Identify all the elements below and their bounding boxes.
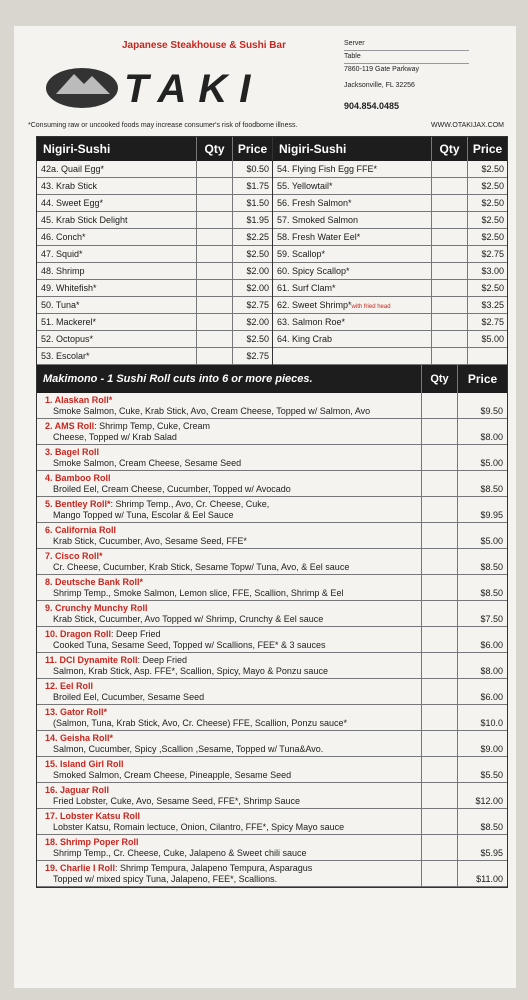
makimono-header [37, 365, 507, 393]
menu-table [36, 136, 508, 888]
roll-row [37, 809, 507, 835]
nigiri-row [273, 212, 507, 229]
qty-cell[interactable] [196, 178, 232, 194]
item-price: $2.50 [232, 331, 272, 347]
item-name [37, 229, 196, 245]
item-price: $3.00 [467, 263, 507, 279]
nigiri-title: Nigiri-Sushi [279, 142, 347, 156]
makimono-list [37, 393, 507, 887]
qty-cell[interactable] [196, 195, 232, 211]
qty-cell[interactable] [421, 497, 457, 522]
qty-cell[interactable] [196, 229, 232, 245]
qty-cell[interactable] [196, 280, 232, 296]
menu-header [14, 26, 516, 129]
makimono-title: Makimono - 1 Sushi Roll cuts into 6 or more pieces. [43, 373, 313, 385]
roll-price: $8.50 [457, 549, 507, 574]
item-price: $2.50 [467, 161, 507, 177]
roll-title-line [45, 759, 417, 770]
qty-cell[interactable] [431, 314, 467, 330]
roll-cell [37, 393, 421, 418]
table-label: Table [344, 51, 469, 64]
restaurant-info [344, 38, 469, 112]
roll-description: Smoked Salmon, Cream Cheese, Pineapple, Sesame Seed [53, 770, 292, 780]
item-label: 45. Krab Stick Delight [41, 215, 128, 225]
roll-title-line [45, 577, 417, 588]
item-name [273, 178, 431, 194]
roll-description: Krab Stick, Cucumber, Avo, Sesame Seed, FFE* [53, 536, 247, 546]
roll-desc-inline: : Shrimp Temp, Cuke, Cream [94, 421, 211, 431]
nigiri-row [37, 229, 272, 246]
item-price: $2.25 [232, 229, 272, 245]
roll-desc-inline: : Deep Fried [111, 629, 161, 639]
item-name [37, 280, 196, 296]
item-price: $2.50 [232, 246, 272, 262]
roll-cell [37, 861, 421, 886]
qty-cell[interactable] [421, 679, 457, 704]
food-warning: *Consuming raw or uncooked foods may increase consumer's risk of foodborne illness. [28, 122, 298, 129]
item-label: 55. Yellowtail* [277, 181, 333, 191]
qty-cell[interactable] [431, 263, 467, 279]
item-price: $2.00 [232, 314, 272, 330]
roll-row [37, 575, 507, 601]
qty-cell[interactable] [421, 809, 457, 834]
item-label: 53. Escolar* [41, 351, 90, 361]
roll-cell [37, 419, 421, 444]
nigiri-row [273, 263, 507, 280]
roll-price: $12.00 [457, 783, 507, 808]
qty-cell[interactable] [431, 331, 467, 347]
restaurant-tagline: Japanese Steakhouse & Sushi Bar [122, 40, 286, 51]
item-name [273, 314, 431, 330]
item-label: 49. Whitefish* [41, 283, 97, 293]
qty-cell[interactable] [421, 393, 457, 418]
item-price: $2.00 [232, 263, 272, 279]
item-price: $1.95 [232, 212, 272, 228]
roll-title-line [45, 811, 417, 822]
roll-cell [37, 757, 421, 782]
roll-cell [37, 783, 421, 808]
nigiri-row [273, 348, 507, 365]
qty-header: Qty [196, 137, 232, 161]
nigiri-row [273, 195, 507, 212]
roll-title-line [45, 785, 417, 796]
menu-sheet [14, 26, 516, 988]
qty-cell[interactable] [421, 419, 457, 444]
roll-cell [37, 627, 421, 652]
roll-row [37, 523, 507, 549]
item-price: $2.75 [467, 246, 507, 262]
item-price: $2.75 [467, 314, 507, 330]
roll-price: $8.00 [457, 653, 507, 678]
roll-cell [37, 705, 421, 730]
roll-row [37, 653, 507, 679]
item-price: $1.75 [232, 178, 272, 194]
item-name [273, 161, 431, 177]
roll-price: $8.50 [457, 809, 507, 834]
item-name [37, 297, 196, 313]
item-name [273, 331, 431, 347]
roll-price: $7.50 [457, 601, 507, 626]
item-price: $2.75 [232, 297, 272, 313]
roll-title-line [45, 863, 417, 874]
roll-price: $8.50 [457, 471, 507, 496]
item-label: 62. Sweet Shrimp* [277, 300, 352, 310]
roll-description: Cr. Cheese, Cucumber, Krab Stick, Sesame Topw/ Tuna, Avo, & Eel sauce [53, 562, 350, 572]
item-name [37, 348, 196, 364]
roll-title-line [45, 525, 417, 536]
roll-description: Mango Topped w/ Tuna, Escolar & Eel Sauce [53, 510, 234, 520]
roll-price: $6.00 [457, 679, 507, 704]
logo-mountain-icon [44, 64, 122, 110]
roll-name: 7. Cisco Roll* [45, 551, 103, 561]
roll-title-line [45, 629, 417, 640]
roll-description: Krab Stick, Cucumber, Avo Topped w/ Shrimp, Crunchy & Eel sauce [53, 614, 324, 624]
roll-cell [37, 549, 421, 574]
roll-name: 3. Bagel Roll [45, 447, 100, 457]
roll-row [37, 497, 507, 523]
nigiri-row [37, 161, 272, 178]
roll-name: 15. Island Girl Roll [45, 759, 124, 769]
nigiri-row [37, 263, 272, 280]
roll-price: $5.00 [457, 445, 507, 470]
roll-desc-inline: : Deep Fried [137, 655, 188, 665]
item-name [273, 297, 431, 313]
roll-description: (Salmon, Tuna, Krab Stick, Avo, Cr. Cheese) FFE, Scallion, Ponzu sauce* [53, 718, 347, 728]
nigiri-row [37, 331, 272, 348]
item-label: 43. Krab Stick [41, 181, 98, 191]
roll-name: 1. Alaskan Roll* [45, 395, 113, 405]
qty-cell[interactable] [431, 246, 467, 262]
roll-price: $9.00 [457, 731, 507, 756]
item-name [37, 212, 196, 228]
roll-row [37, 861, 507, 887]
roll-title-line [45, 499, 417, 510]
nigiri-row [273, 331, 507, 348]
qty-cell[interactable] [431, 178, 467, 194]
item-label: 44. Sweet Egg* [41, 198, 104, 208]
disclaimer [28, 122, 504, 129]
item-price: $2.50 [467, 280, 507, 296]
qty-cell[interactable] [421, 861, 457, 886]
nigiri-row [37, 246, 272, 263]
qty-cell[interactable] [421, 549, 457, 574]
roll-name: 14. Geisha Roll* [45, 733, 114, 743]
item-name [273, 348, 431, 364]
item-name [37, 246, 196, 262]
roll-price: $10.0 [457, 705, 507, 730]
nigiri-row [37, 195, 272, 212]
item-name [37, 263, 196, 279]
qty-cell[interactable] [196, 314, 232, 330]
qty-cell[interactable] [421, 575, 457, 600]
roll-description: Broiled Eel, Cucumber, Sesame Seed [53, 692, 205, 702]
roll-desc-inline: : Shrimp Tempura, Jalapeno Tempura, Asparagus [115, 863, 313, 873]
roll-name: 4. Bamboo Roll [45, 473, 111, 483]
item-name [37, 161, 196, 177]
roll-row [37, 445, 507, 471]
roll-row [37, 835, 507, 861]
nigiri-row [273, 161, 507, 178]
roll-description: Cooked Tuna, Sesame Seed, Topped w/ Scallions, FEE* & 3 sauces [53, 640, 326, 650]
roll-description: Fried Lobster, Cuke, Avo, Sesame Seed, FFE*, Shrimp Sauce [53, 796, 300, 806]
roll-title-line [45, 837, 417, 848]
roll-cell [37, 471, 421, 496]
qty-header: Qty [421, 365, 457, 393]
qty-cell[interactable] [431, 195, 467, 211]
item-label: 63. Salmon Roe* [277, 317, 346, 327]
roll-cell [37, 523, 421, 548]
qty-cell[interactable] [421, 705, 457, 730]
nigiri-header [37, 137, 272, 161]
roll-title-line [45, 447, 417, 458]
nigiri-header [273, 137, 507, 161]
roll-desc-inline: : Shrimp Temp., Avo, Cr. Cheese, Cuke, [110, 499, 270, 509]
roll-cell [37, 809, 421, 834]
qty-cell[interactable] [421, 835, 457, 860]
qty-cell[interactable] [196, 331, 232, 347]
qty-cell[interactable] [196, 161, 232, 177]
roll-description: Lobster Katsu, Romain lectuce, Onion, Cilantro, FFE*, Spicy Mayo sauce [53, 822, 345, 832]
qty-cell[interactable] [431, 212, 467, 228]
roll-price: $5.00 [457, 523, 507, 548]
website: WWW.OTAKIJAX.COM [431, 122, 504, 129]
roll-name: 6. California Roll [45, 525, 117, 535]
nigiri-title: Nigiri-Sushi [43, 142, 111, 156]
item-price: $2.00 [232, 280, 272, 296]
nigiri-right-column [272, 137, 507, 365]
qty-cell[interactable] [421, 601, 457, 626]
item-price: $2.50 [467, 195, 507, 211]
qty-cell[interactable] [431, 161, 467, 177]
qty-cell[interactable] [431, 348, 467, 364]
server-label: Server [344, 38, 469, 51]
roll-title-line [45, 603, 417, 614]
item-label: 42a. Quail Egg* [41, 164, 105, 174]
roll-name: 12. Eel Roll [45, 681, 94, 691]
item-label: 46. Conch* [41, 232, 86, 242]
item-price: $5.00 [467, 331, 507, 347]
roll-name: 9. Crunchy Munchy Roll [45, 603, 148, 613]
roll-row [37, 679, 507, 705]
item-name [273, 195, 431, 211]
item-name [273, 280, 431, 296]
roll-cell [37, 653, 421, 678]
roll-description: Shrimp Temp., Cr. Cheese, Cuke, Jalapeno & Sweet chili sauce [53, 848, 307, 858]
item-label: 64. King Crab [277, 334, 333, 344]
roll-title-line [45, 473, 417, 484]
logo-text: TAKI [124, 67, 263, 111]
qty-cell[interactable] [196, 348, 232, 364]
item-price: $1.50 [232, 195, 272, 211]
qty-cell[interactable] [431, 280, 467, 296]
roll-price: $9.95 [457, 497, 507, 522]
roll-price: $8.50 [457, 575, 507, 600]
item-label: 59. Scallop* [277, 249, 326, 259]
roll-description: Broiled Eel, Cream Cheese, Cucumber, Topped w/ Avocado [53, 484, 291, 494]
qty-cell[interactable] [421, 731, 457, 756]
item-label: 58. Fresh Water Eel* [277, 232, 361, 242]
nigiri-section [37, 137, 507, 365]
item-label: 47. Squid* [41, 249, 83, 259]
item-price: $3.25 [467, 297, 507, 313]
roll-name: 10. Dragon Roll [45, 629, 112, 639]
item-label: 50. Tuna* [41, 300, 80, 310]
item-label: 48. Shrimp [41, 266, 85, 276]
nigiri-row [273, 246, 507, 263]
nigiri-left-column [37, 137, 272, 365]
roll-description: Cheese, Topped w/ Krab Salad [53, 432, 177, 442]
qty-cell[interactable] [421, 471, 457, 496]
item-name [273, 263, 431, 279]
item-price: $2.50 [467, 178, 507, 194]
qty-cell[interactable] [421, 445, 457, 470]
qty-cell[interactable] [421, 757, 457, 782]
roll-row [37, 757, 507, 783]
qty-cell[interactable] [431, 229, 467, 245]
roll-name: 19. Charlie I Roll [45, 863, 116, 873]
nigiri-row [273, 229, 507, 246]
nigiri-row [37, 297, 272, 314]
nigiri-row [37, 348, 272, 365]
price-header: Price [467, 137, 507, 161]
address-line-1: 7860-119 Gate Parkway [344, 66, 419, 73]
roll-description: Shrimp Temp., Smoke Salmon, Lemon slice, FFE, Scallion, Shrimp & Eel [53, 588, 344, 598]
roll-title-line [45, 395, 417, 406]
roll-title-line [45, 551, 417, 562]
roll-price: $6.00 [457, 627, 507, 652]
roll-name: 5. Bentley Roll* [45, 499, 111, 509]
roll-cell [37, 679, 421, 704]
roll-name: 8. Deutsche Bank Roll* [45, 577, 144, 587]
phone-number: 904.854.0485 [344, 101, 400, 111]
roll-title-line [45, 707, 417, 718]
roll-price: $11.00 [457, 861, 507, 886]
price-header: Price [232, 137, 272, 161]
roll-title-line [45, 655, 417, 666]
nigiri-row [37, 212, 272, 229]
qty-cell[interactable] [421, 627, 457, 652]
address-line-2: Jacksonville, FL 32256 [344, 82, 415, 89]
item-price: $2.75 [232, 348, 272, 364]
roll-row [37, 783, 507, 809]
nigiri-row [37, 178, 272, 195]
item-label: 60. Spicy Scallop* [277, 266, 350, 276]
item-name [37, 331, 196, 347]
item-label: 52. Octopus* [41, 334, 94, 344]
roll-name: 17. Lobster Katsu Roll [45, 811, 141, 821]
nigiri-row [273, 178, 507, 195]
roll-description: Smoke Salmon, Cream Cheese, Sesame Seed [53, 458, 242, 468]
nigiri-row [37, 314, 272, 331]
qty-cell[interactable] [196, 297, 232, 313]
roll-cell [37, 835, 421, 860]
roll-price: $8.00 [457, 419, 507, 444]
roll-title-line [45, 733, 417, 744]
item-name [273, 212, 431, 228]
roll-row [37, 549, 507, 575]
roll-name: 18. Shrimp Poper Roll [45, 837, 139, 847]
roll-cell [37, 497, 421, 522]
nigiri-row [37, 280, 272, 297]
price-header: Price [457, 365, 507, 393]
item-name [273, 246, 431, 262]
item-note: with fried head [351, 304, 391, 310]
roll-row [37, 731, 507, 757]
roll-cell [37, 731, 421, 756]
roll-row [37, 419, 507, 445]
roll-row [37, 705, 507, 731]
qty-cell[interactable] [431, 297, 467, 313]
roll-price: $5.95 [457, 835, 507, 860]
roll-cell [37, 445, 421, 470]
roll-name: 16. Jaguar Roll [45, 785, 110, 795]
roll-name: 11. DCI Dynamite Roll [45, 655, 138, 665]
item-name [37, 178, 196, 194]
roll-cell [37, 575, 421, 600]
roll-cell [37, 601, 421, 626]
roll-description: Smoke Salmon, Cuke, Krab Stick, Avo, Cream Cheese, Topped w/ Salmon, Avo [53, 406, 371, 416]
item-label: 54. Flying Fish Egg FFE* [277, 164, 378, 174]
item-price: $2.50 [467, 212, 507, 228]
qty-cell[interactable] [196, 263, 232, 279]
roll-row [37, 393, 507, 419]
roll-price: $9.50 [457, 393, 507, 418]
item-name [37, 314, 196, 330]
roll-description: Salmon, Krab Stick, Asp. FFE*, Scallion, Spicy, Mayo & Ponzu sauce [53, 666, 328, 676]
roll-name: 2. AMS Roll [45, 421, 95, 431]
item-label: 56. Fresh Salmon* [277, 198, 352, 208]
roll-name: 13. Gator Roll* [45, 707, 108, 717]
item-price: $2.50 [467, 229, 507, 245]
roll-row [37, 471, 507, 497]
nigiri-row [273, 314, 507, 331]
item-name [37, 195, 196, 211]
nigiri-row [273, 297, 507, 314]
roll-title-line [45, 681, 417, 692]
roll-description: Salmon, Cucumber, Spicy ,Scallion ,Sesame, Topped w/ Tuna&Avo. [53, 744, 324, 754]
nigiri-row [273, 280, 507, 297]
qty-cell[interactable] [421, 653, 457, 678]
qty-cell[interactable] [196, 212, 232, 228]
roll-price: $5.50 [457, 757, 507, 782]
item-name [273, 229, 431, 245]
qty-cell[interactable] [421, 783, 457, 808]
qty-cell[interactable] [196, 246, 232, 262]
item-label: 57. Smoked Salmon [277, 215, 359, 225]
roll-row [37, 627, 507, 653]
item-price [467, 348, 507, 364]
item-label: 51. Mackerel* [41, 317, 97, 327]
roll-row [37, 601, 507, 627]
qty-header: Qty [431, 137, 467, 161]
roll-description: Topped w/ mixed spicy Tuna, Jalapeno, FEE*, Scallions. [53, 874, 278, 884]
logo [44, 64, 294, 114]
item-label: 61. Surf Clam* [277, 283, 336, 293]
roll-title-line [45, 421, 417, 432]
qty-cell[interactable] [421, 523, 457, 548]
item-price: $0.50 [232, 161, 272, 177]
